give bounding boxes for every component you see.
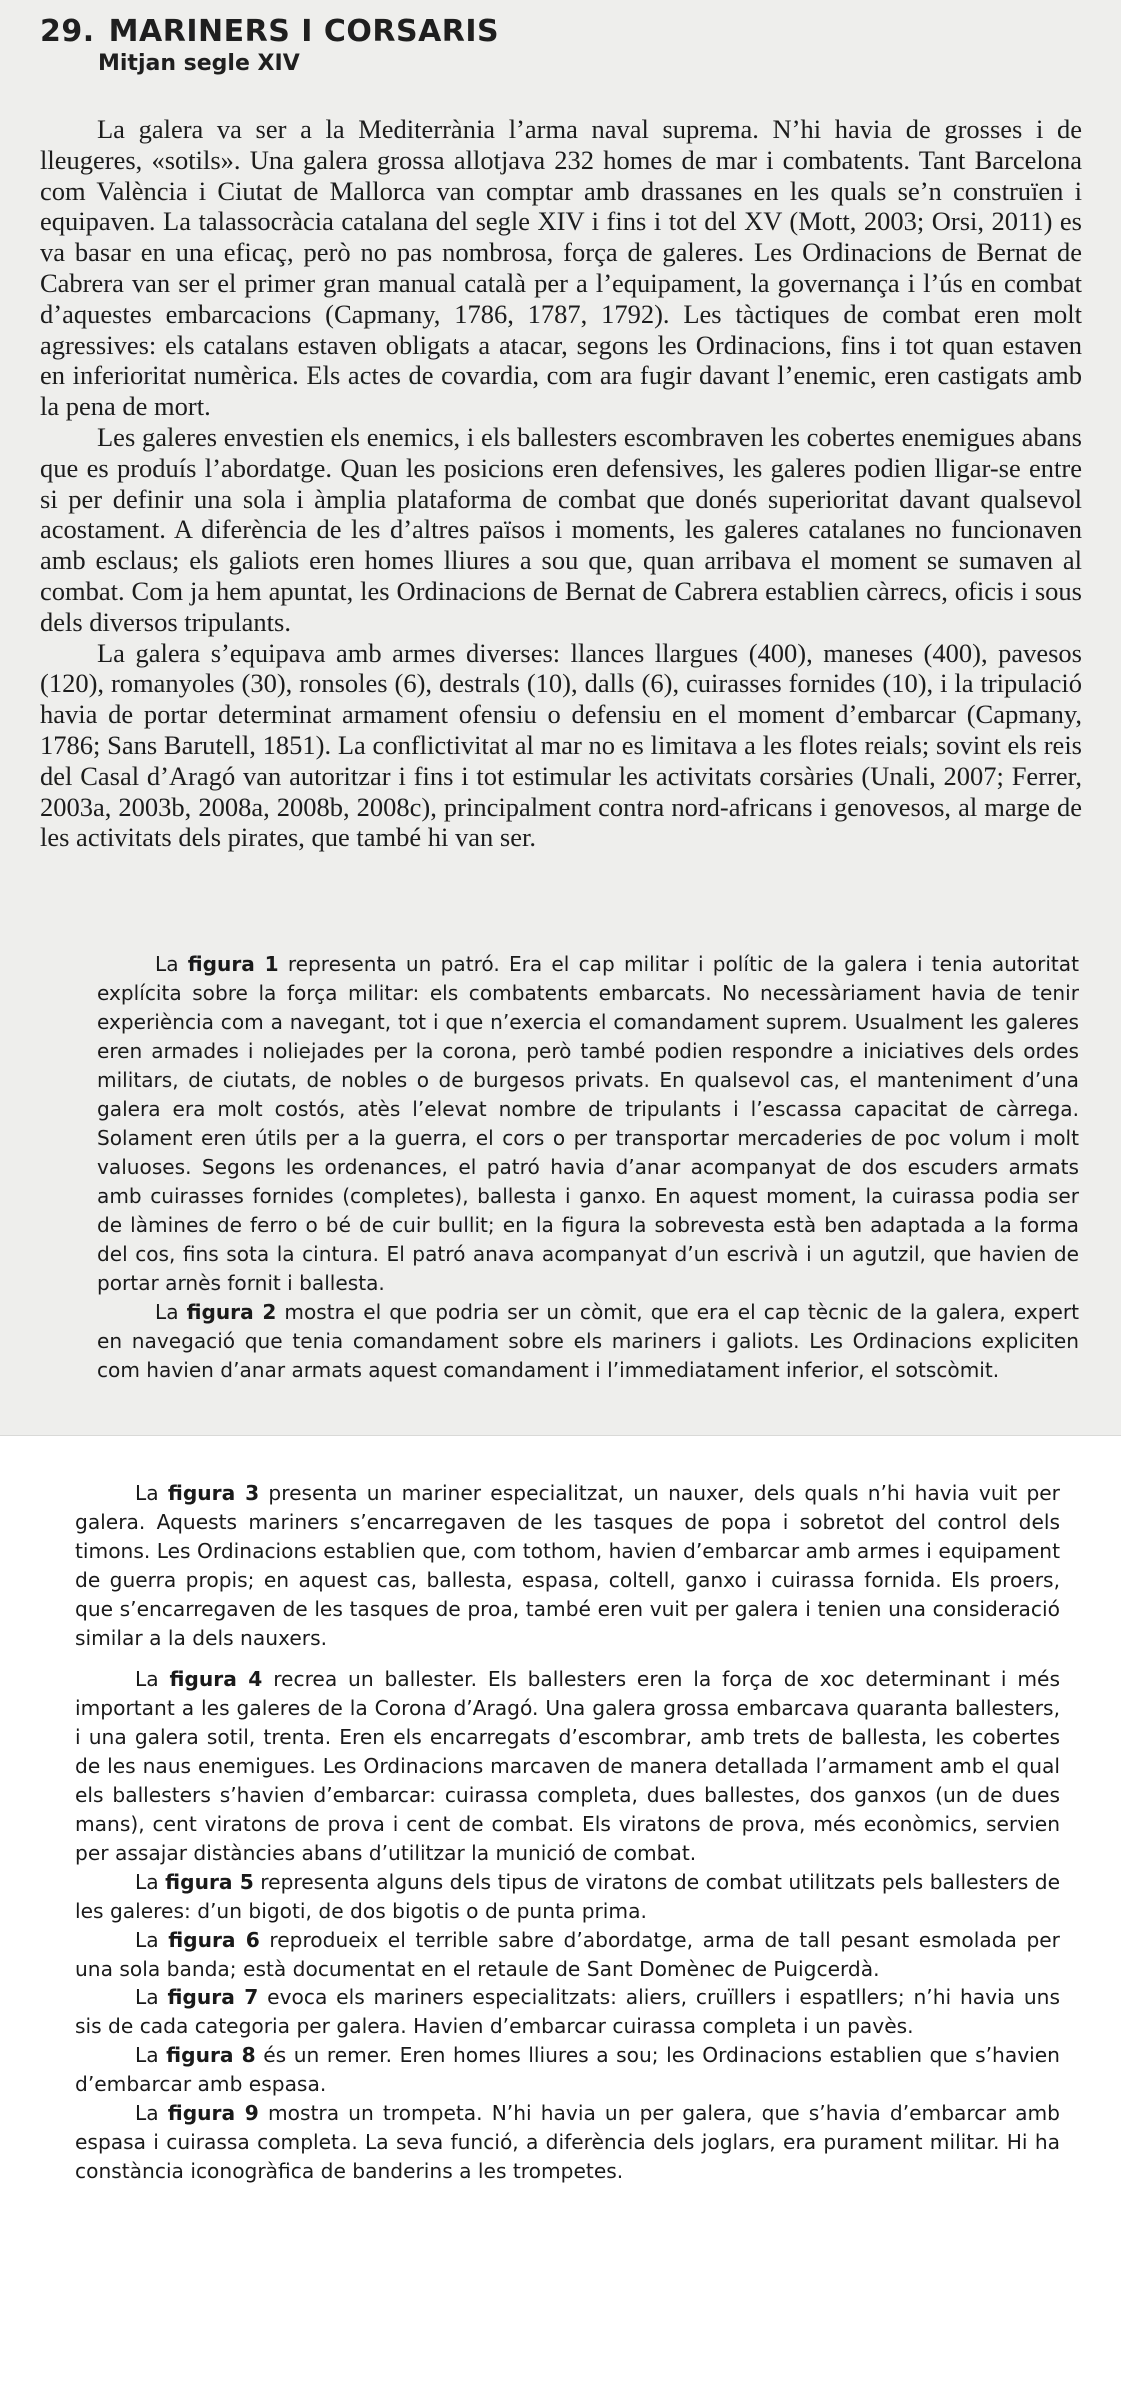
chapter-heading [40, 14, 499, 78]
body-paragraph: La galera va ser a la Mediterrània l’arma naval suprema. N’hi havia de grosses i de lleugeres, «sotils». Una galera grossa allotjava 232 homes de mar i combatents. Tant Barcelona com València i Ciutat de Mallorca van comptar amb drassanes en les quals se’n construïen i equipaven. La talassocràcia catalana del segle XIV i fins i tot del XV (Mott, 2003; Orsi, 2011) es va basar en una eficaç, però no pas nombrosa, força de galeres. Les Ordinacions de Bernat de Cabrera van ser el primer gran manual català per a l’equipament, la governança i l’ús en combat d’aquestes embarcacions (Capmany, 1786, 1787, 1792). Les tàctiques de combat eren molt agressives: els catalans estaven obligats a atacar, segons les Ordinacions, fins i tot quan estaven en inferioritat numèrica. Els actes de covardia, com ara fugir davant l’enemic, eren castigats amb la pena de mort. [40, 114, 1082, 422]
page-bottom-margin [0, 2342, 1121, 2393]
figure-label: figura 4 [169, 1667, 263, 1692]
figure-label: figura 5 [165, 1869, 254, 1894]
figure-label: figura 3 [167, 1481, 260, 1505]
main-text-column [40, 114, 1082, 853]
figure-label: figura 7 [167, 1985, 259, 2010]
chapter-title [40, 14, 499, 50]
figure-caption: La figura 6 reprodueix el terrible sabre d’abordatge, arma de tall pesant esmolada per una sola banda; està documentat en el retaule de Sant Domènec de Puigcerdà. [75, 1927, 1060, 1981]
figure-label: figura 8 [166, 2043, 256, 2068]
figure-label: figura 1 [187, 952, 279, 976]
body-paragraph: Les galeres envestien els enemics, i els ballesters escombraven les cobertes enemigues abans que es produís l’abordatge. Quan les posicions eren defensives, les galeres podien lligar-se entre si per definir una sola i àmplia plataforma de combat que donés superioritat davant qualsevol acostament. A diferència de les d’altres països i moments, les galeres catalanes no funcionaven amb esclaus; els galiots eren homes lliures a sou que, quan arribava el moment se sumaven al combat. Com ja hem apuntat, les Ordinacions de Bernat de Cabrera establien càrrecs, oficis i sous dels diversos tripulants. [40, 421, 1082, 637]
figure-caption: La figura 4 recrea un ballester. Els ballesters eren la força de xoc determinant i més important a les galeres de la Corona d’Aragó. Una galera grossa embarcava quaranta ballesters, i una galera sotil, trenta. Eren els encarregats d’escombrar, amb trets de ballesta, les cobertes de les naus enemigues. Les Ordinacions marcaven de manera detallada l’armament amb el qual els ballesters s’havien d’embarcar: cuirassa completa, dues ballestes, dos ganxos (un de dues mans), cent viratons de prova i cent de combat. Els viratons de prova, més econòmics, servien per assajar distàncies abans d’utilitzar la munició de combat. [75, 1667, 1060, 1865]
chapter-title-text: MARINERS I CORSARIS [108, 14, 500, 49]
figure-label: figura 2 [186, 1300, 277, 1324]
figure-label: figura 6 [168, 1927, 260, 1952]
figure-caption: La figura 1 representa un patró. Era el cap militar i polític de la galera i tenia autoritat explícita sobre la força militar: els combatents embarcats. No necessàriament havia de tenir experiència com a navegant, tot i que n’exercia el comandament suprem. Usualment les galeres eren armades i noliejades per la corona, però també podien respondre a iniciatives dels ordes militars, de ciutats, de nobles o de burgesos privats. En qualsevol cas, el manteniment d’una galera era molt costós, atès l’elevat nombre de tripulants i l’escassa capacitat de càrrega. Solament eren útils per a la guerra, el cors o per transportar mercaderies de poc volum i molt valuoses. Segons les ordenances, el patró havia d’anar acompanyat de dos escuders armats amb cuirasses fornides (completes), ballesta i ganxo. En aquest moment, la cuirassa podia ser de làmines de ferro o bé de cuir bullit; en la figura la sobrevesta està ben adaptada a la forma del cos, fins sota la cintura. El patró anava acompanyat d’un escrivà i un agutzil, que havien de portar arnès fornit i ballesta. [97, 952, 1079, 1295]
figure-label: figura 9 [167, 2101, 259, 2126]
lower-page-scan [0, 1435, 1121, 2343]
body-paragraph: La galera s’equipava amb armes diverses: llances llargues (400), maneses (400), pavesos (120), romanyoles (30), ronsoles (6), destrals (10), dalls (6), cuirasses fornides (10), i la tripulació havia de portar determinat armament ofensiu o defensiu en el moment d’embarcar (Capmany, 1786; Sans Barutell, 1851). La conflictivitat al mar no es limitava a les flotes reials; sovint els reis del Casal d’Aragó van autoritzar i fins i tot estimular les activitats corsàries (Unali, 2007; Ferrer, 2003a, 2003b, 2008a, 2008b, 2008c), principalment contra nord-africans i genovesos, al marge de les activitats dels pirates, que també hi van ser. [40, 637, 1082, 853]
figure-caption: La figura 7 evoca els mariners especialitzats: aliers, cruïllers i espatllers; n’hi havia uns sis de cada categoria per galera. Havien d’embarcar cuirassa completa i un pavès. [75, 1985, 1060, 2039]
chapter-number: 29. [40, 14, 95, 49]
figure-caption: La figura 3 presenta un mariner especialitzat, un nauxer, dels quals n’hi havia vuit per galera. Aquests mariners s’encarregaven de les tasques de popa i sobretot del control dels timons. Les Ordinacions establien que, com tothom, havien d’embarcar amb armes i equipament de guerra propis; en aquest cas, ballesta, espasa, coltell, ganxo i cuirassa fornida. Els proers, que s’encarregaven de les tasques de proa, també eren vuit per galera i tenien una consideració similar a la dels nauxers. [75, 1481, 1060, 1650]
chapter-subtitle: Mitjan segle XIV [98, 51, 300, 76]
figure-captions-top [97, 950, 1079, 1385]
figure-caption: La figura 2 mostra el que podria ser un còmit, que era el cap tècnic de la galera, expert en navegació que tenia comandament sobre els mariners i galiots. Les Ordinacions expliciten com havien d’anar armats aquest comandament i l’immediatament inferior, el sotscòmit. [97, 1300, 1080, 1382]
figure-caption: La figura 9 mostra un trompeta. N’hi havia un per galera, que s’havia d’embarcar amb espasa i cuirassa completa. La seva funció, a diferència dels joglars, era purament militar. Hi ha constància iconogràfica de banderins a les trompetes. [75, 2101, 1060, 2183]
figure-caption: La figura 8 és un remer. Eren homes lliures a sou; les Ordinacions establien que s’havien d’embarcar amb espasa. [75, 2043, 1060, 2097]
figure-captions-bottom [75, 1479, 1060, 2186]
figure-caption: La figura 5 representa alguns dels tipus de viratons de combat utilitzats pels ballesters de les galeres: d’un bigoti, de dos bigotis o de punta prima. [75, 1869, 1060, 1923]
